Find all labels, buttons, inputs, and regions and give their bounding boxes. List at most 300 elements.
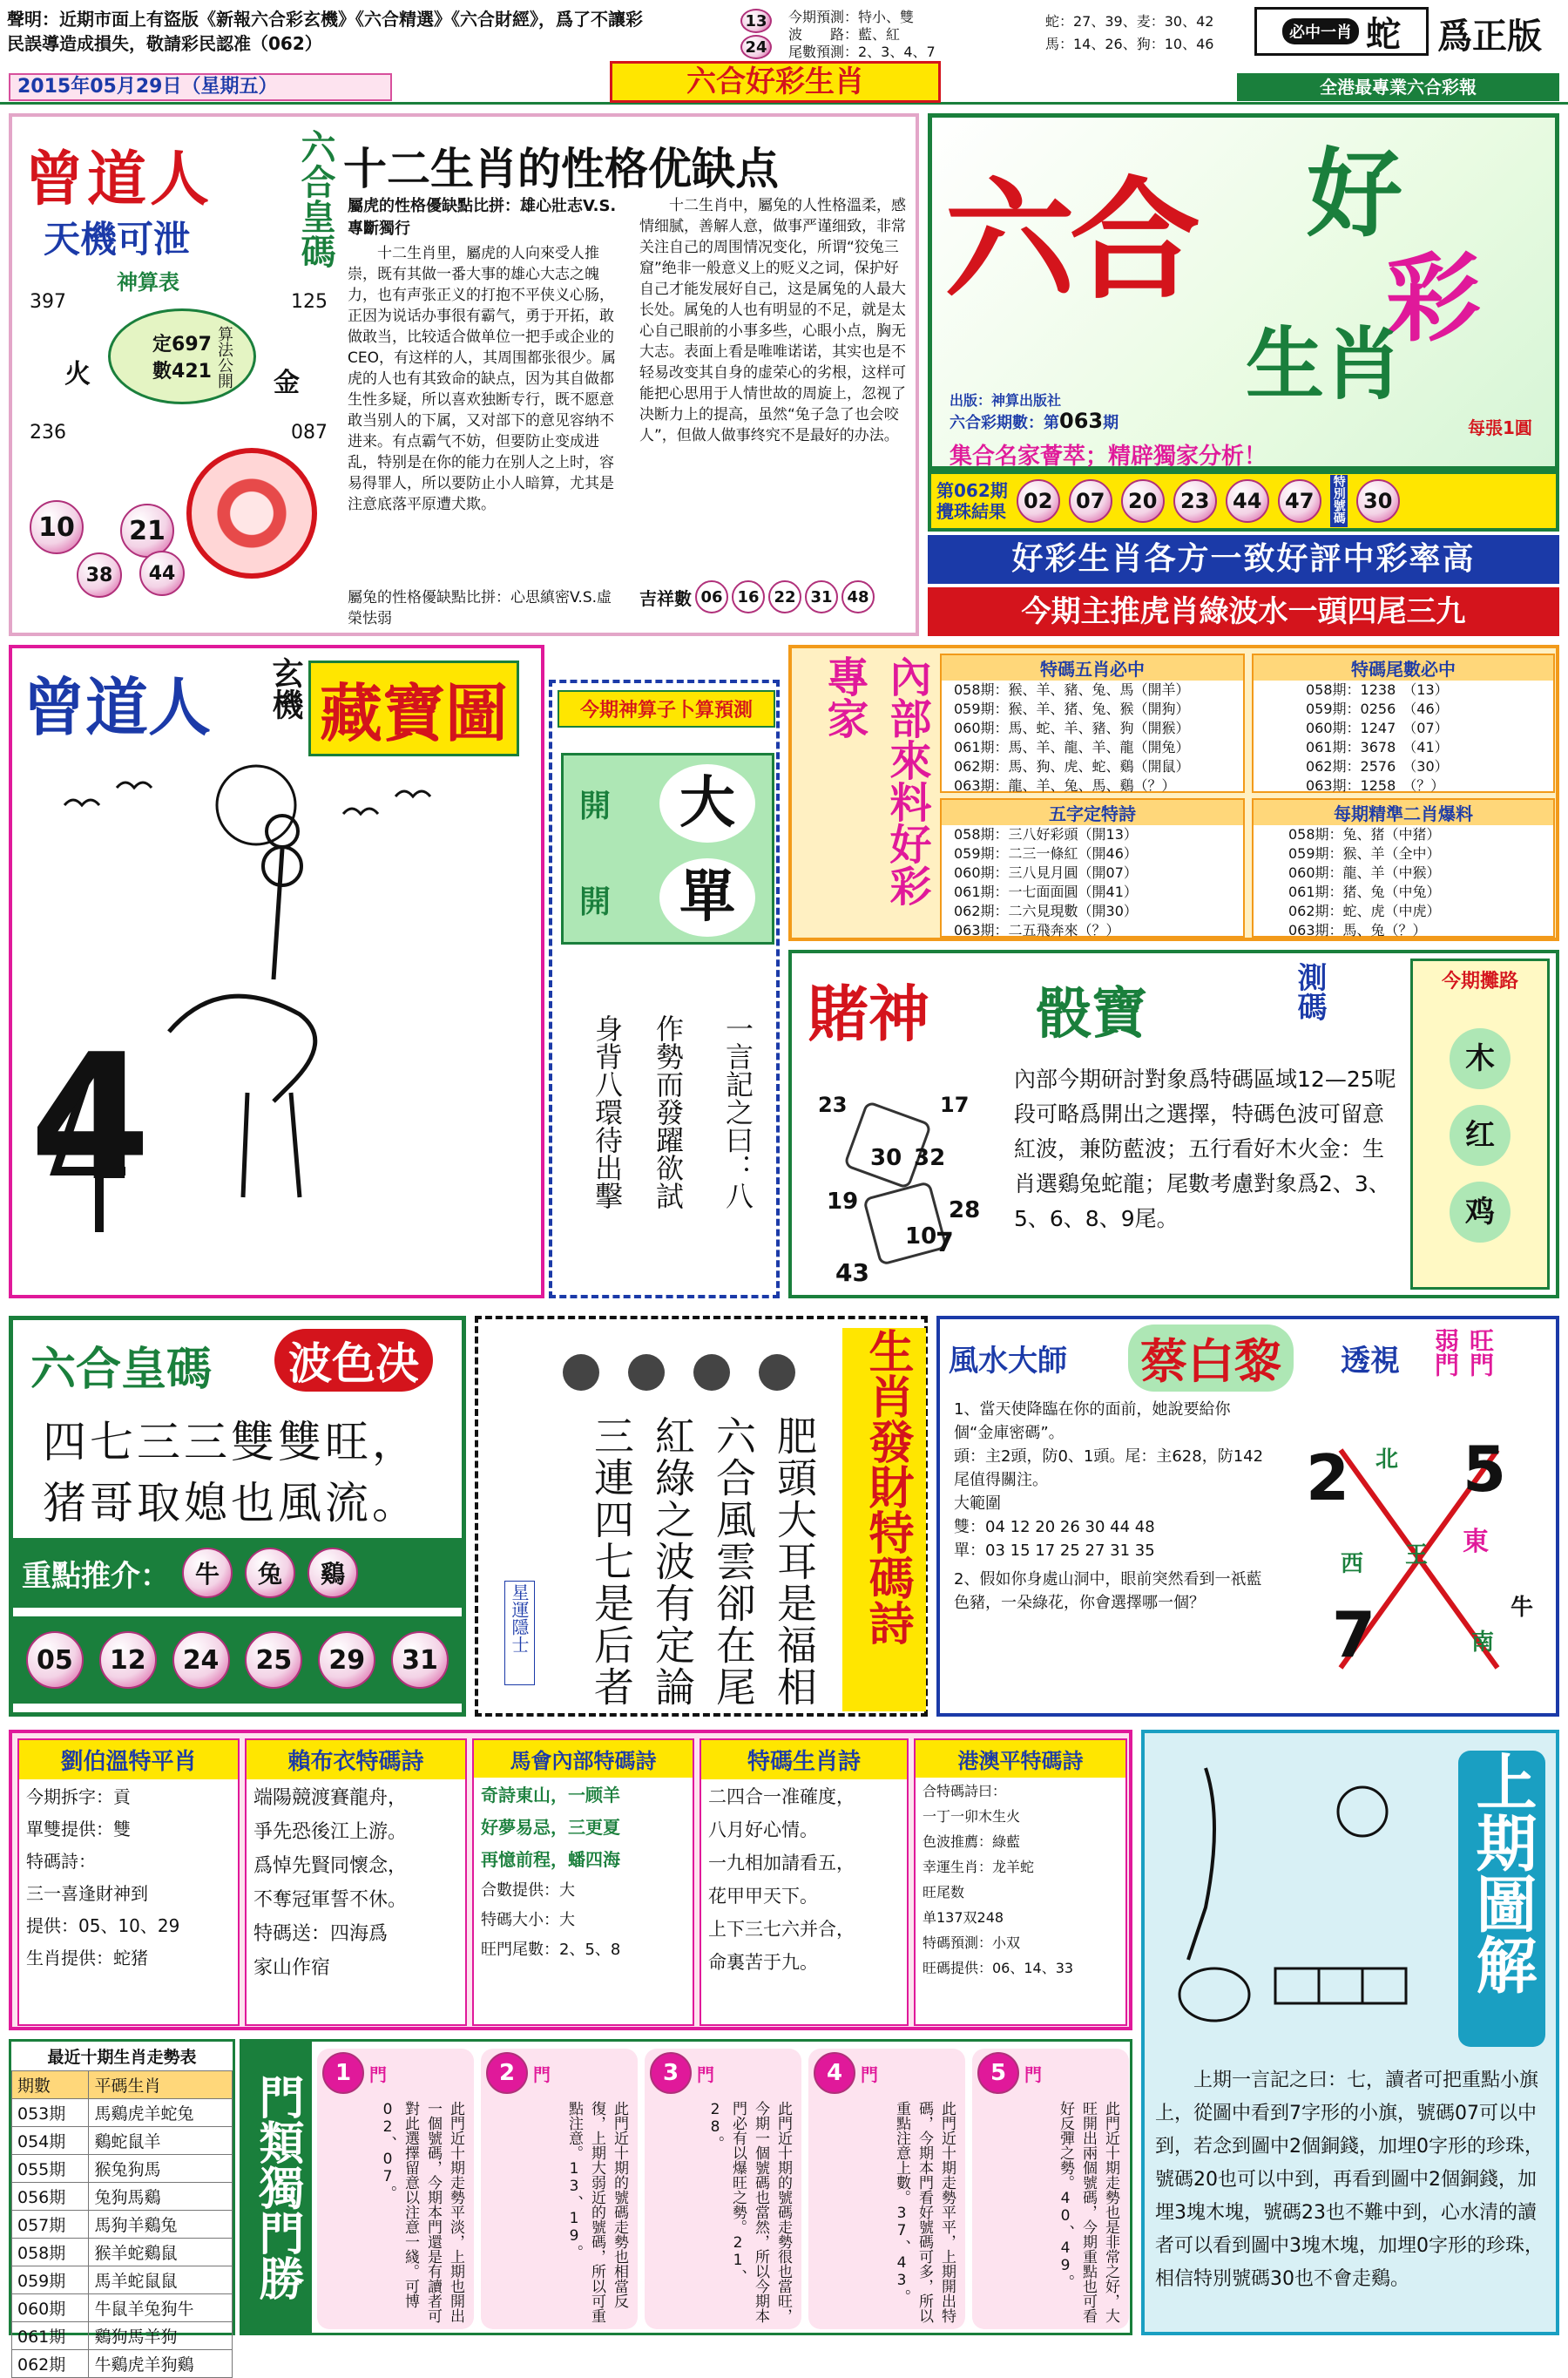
calc-predict xyxy=(549,680,780,1298)
wave-nums-row xyxy=(13,1616,462,1704)
expert-title-3: 五字定特詩 xyxy=(942,800,1243,825)
expert-line-2-5: 062期：2576 （30） xyxy=(1306,758,1449,775)
article-col1-head: 屬虎的性格優缺點比拼：雄心壯志V.S.專斷獨行 xyxy=(348,197,617,238)
poem-box-1-line-4: 三一喜逢財神到 xyxy=(26,1883,148,1904)
ad-issue xyxy=(950,409,1119,433)
poem-box-2-line-1: 端陽競渡賽龍舟， xyxy=(253,1787,408,1809)
issue-ball-2: 24 xyxy=(740,35,772,59)
expert-line-1-4: 061期：馬、羊、龍、羊、龍（開兔） xyxy=(954,739,1190,755)
expert-line-3-6: 063期：二五飛奔來（？） xyxy=(954,922,1120,938)
calc-element-left: 火 xyxy=(64,359,91,390)
trend-col-2: 平碼生肖 xyxy=(89,2071,233,2099)
expert-section xyxy=(788,645,1559,941)
expert-line-2-1: 058期：1238 （13） xyxy=(1306,681,1449,698)
header xyxy=(0,0,1568,105)
calc-br: 087 xyxy=(291,422,328,444)
trend-section xyxy=(9,2039,235,2375)
poem-line-2: 作勢而發躍欲試 xyxy=(652,1014,685,1209)
single-label: 單 xyxy=(659,858,755,937)
ostrich-icon xyxy=(169,849,315,1197)
article-brand: 曾道人 xyxy=(24,146,213,214)
wave-zodiac-2: 兔 xyxy=(245,1548,295,1598)
article-title: 十二生肖的性格优缺点 xyxy=(343,144,779,194)
path-item-3: 鸡 xyxy=(1450,1182,1511,1243)
trend-zodiac: 牛鷄虎羊狗鷄 xyxy=(89,2350,233,2378)
lucky-ball-3: 22 xyxy=(768,580,801,613)
lucky-ball-2: 16 xyxy=(732,580,765,613)
expert-line-1-5: 062期：馬、狗、虎、蛇、鷄（開鼠） xyxy=(954,758,1190,775)
ad-banner-2: 今期主推虎肖綠波水一頭四尾三九 xyxy=(928,587,1559,636)
poem-box-3-line-6: 旺門尾數：2、5、8 xyxy=(481,1941,621,1959)
fruit-icon xyxy=(628,1354,665,1391)
ad-issue-label: 六合彩期數：第 xyxy=(950,414,1059,432)
dice-num-4: 32 xyxy=(914,1145,946,1171)
result-bar xyxy=(928,471,1559,532)
door-5-num: 5 xyxy=(977,2052,1019,2094)
coin-decoration xyxy=(186,448,317,579)
fengshui-p1: 1、當天使降臨在你的面前，她說要給你個“金庫密碼”。 xyxy=(954,1400,1231,1442)
treasure-xuanji: 玄機 xyxy=(267,657,303,720)
trend-table xyxy=(11,2070,233,2378)
last-issue-section xyxy=(1141,1730,1559,2335)
expert-line-4-5: 062期：蛇、虎（中虎） xyxy=(1288,903,1441,919)
dice-num-5: 19 xyxy=(827,1189,859,1215)
dice-num-6: 28 xyxy=(949,1197,981,1223)
dice-num-9: 43 xyxy=(835,1258,869,1287)
door-1 xyxy=(317,2049,474,2329)
table-row xyxy=(12,2071,233,2099)
poem-col-1: 肥頭大耳是福相 xyxy=(771,1415,818,1708)
ad-publisher: 出版：神算出版社 xyxy=(950,392,1062,409)
fengshui-p1d: 雙：04 12 20 26 30 44 48 xyxy=(954,1518,1155,1536)
wave-num-4: 25 xyxy=(245,1631,302,1689)
expert-line-3-3: 060期：三八見月圓（開07） xyxy=(954,864,1138,881)
poem-box-5-line-4: 幸運生肖：龙羊蛇 xyxy=(923,1859,1035,1875)
poem-side-label: 生肖發財特碼詩 xyxy=(842,1328,926,1711)
trend-period: 060期 xyxy=(12,2294,89,2322)
wave-num-3: 24 xyxy=(172,1631,230,1689)
table-row xyxy=(12,2294,233,2322)
poem-box-5-line-7: 特碼預測：小双 xyxy=(923,1934,1021,1951)
compass-dir-1: 北 xyxy=(1375,1446,1399,1473)
article-ball-3: 38 xyxy=(77,552,122,598)
ad-tagline: 集合名家薈萃；精辟獨家分析！ xyxy=(950,444,1267,470)
poem-box-5 xyxy=(914,1738,1127,2026)
wave-num-2: 12 xyxy=(99,1631,157,1689)
expert-line-2-6: 063期：1258 （？） xyxy=(1306,777,1445,794)
poem-box-3-line-1: 奇詩東山，一顾羊 xyxy=(481,1785,620,1806)
calc-table xyxy=(30,265,335,474)
expert-line-3-2: 059期：二三一條紅（開46） xyxy=(954,845,1138,862)
compass-dir-5: 南 xyxy=(1471,1629,1495,1656)
predict-line-1: 今期預測：特小、雙 xyxy=(788,9,915,25)
treasure-brand: 曾道人 xyxy=(23,671,212,744)
poem-box-5-line-5: 旺尾数 xyxy=(923,1884,965,1900)
poem-box-5-line-2: 一丁一卯木生火 xyxy=(923,1808,1021,1825)
poem-box-1-line-6: 生肖提供：蛇猪 xyxy=(26,1948,148,1968)
wave-num-1: 05 xyxy=(26,1631,84,1689)
poem-line-1: 一言記之曰：八 xyxy=(721,1014,754,1209)
predict-line-3: 尾數預測：2、3、4、7 xyxy=(788,44,936,60)
result-ball-2: 07 xyxy=(1069,479,1112,523)
result-ball-5: 44 xyxy=(1226,479,1269,523)
result-label xyxy=(936,480,1008,522)
issue-balls xyxy=(653,9,775,61)
table-row xyxy=(12,2322,233,2350)
lucky-ball-5: 48 xyxy=(841,580,875,613)
bird-icon xyxy=(117,783,152,788)
compass-dir-3: 王 xyxy=(1405,1542,1429,1568)
wave-poem-2: 猪哥取媳也風流。 xyxy=(43,1478,419,1528)
wave-zodiac-1: 牛 xyxy=(182,1548,233,1598)
poem-box-2-line-6: 家山作宿 xyxy=(253,1957,331,1979)
big-label: 大 xyxy=(659,764,755,843)
poem-box-4-line-1: 二四合一准確度， xyxy=(708,1786,855,1807)
article-ball-4: 44 xyxy=(139,551,185,596)
poem-box-1-line-3: 特碼詩： xyxy=(26,1851,96,1872)
gamble-text: 內部今期研討對象爲特碼區域12—25呢段可略爲開出之選擇，特碼色波可留意紅波，兼防藍波；五行看好木火金：生肖選鷄兔蛇龍；尾數考慮對象爲2、3、5、6、8、9尾。 xyxy=(1014,1067,1396,1231)
last-issue-title: 上期圖解 xyxy=(1458,1751,1545,2047)
ad-section xyxy=(928,113,1559,636)
treasure-digit-4: 4 xyxy=(30,1017,152,1220)
gamble-title-c: 測碼 xyxy=(1292,962,1327,1021)
doors-title: 門類獨門勝 xyxy=(242,2042,312,2333)
compass-num-2: 5 xyxy=(1463,1433,1507,1506)
calc-line-2: 數421 xyxy=(152,361,212,383)
poem-box-4-line-2: 八月好心情。 xyxy=(708,1819,818,1840)
must-win-zodiac: 蛇 xyxy=(1366,14,1401,55)
dice-num-3: 30 xyxy=(870,1145,902,1171)
trend-zodiac: 兔狗馬鷄 xyxy=(89,2183,233,2211)
door-3-title: 門 xyxy=(697,2064,714,2085)
fruit-icon xyxy=(693,1354,730,1391)
table-row xyxy=(12,2127,233,2155)
compass-dir-6: 牛 xyxy=(1511,1595,1534,1621)
calc-predict-head: 今期神算子卜算預測 xyxy=(558,690,775,728)
path-box xyxy=(1410,959,1550,1290)
wave-num-5: 29 xyxy=(318,1631,375,1689)
door-3-text: 此門近十期的號碼走勢很也當旺，今期一個號碼也當然，所以今期本門必有以爆旺之勢。21、28。 xyxy=(706,2101,792,2323)
article-ball-1: 10 xyxy=(30,500,84,554)
flag-icon xyxy=(1188,1768,1214,1960)
zodiac-box xyxy=(1045,10,1246,56)
dice-num-7: 10 xyxy=(905,1223,937,1250)
fengshui-p1e: 單：03 15 17 25 27 31 35 xyxy=(954,1541,1155,1560)
special-ball: 30 xyxy=(1356,479,1400,523)
table-row xyxy=(12,2239,233,2266)
slogan-label: 全港最專業六合彩報 xyxy=(1237,73,1559,101)
special-label: 特別號碼 xyxy=(1330,475,1348,527)
poem-box-5-line-8: 旺碼提供：06、14、33 xyxy=(923,1960,1074,1976)
poem-box-3-line-5: 特碼大小：大 xyxy=(481,1911,575,1929)
expert-title-4: 每期精準二肖爆料 xyxy=(1254,800,1553,825)
poem-box-5-line-1: 合特碼詩曰： xyxy=(923,1783,1007,1799)
article-ball-2: 21 xyxy=(120,504,174,558)
table-row xyxy=(12,2211,233,2239)
expert-line-4-1: 058期：兔、猪（中猪） xyxy=(1288,826,1441,843)
lucky-numbers xyxy=(639,580,918,613)
trend-zodiac: 馬羊蛇鼠鼠 xyxy=(89,2266,233,2294)
expert-line-1-3: 060期：馬、蛇、羊、豬、狗（開猴） xyxy=(954,720,1190,736)
fengshui-p2: 2、假如你身處山洞中，眼前突然看到一祇藍色豬，一朵綠花，你會選擇哪一個？ xyxy=(954,1570,1262,1612)
expert-line-2-4: 061期：3678 （41） xyxy=(1306,739,1449,755)
calc-title: 神算表 xyxy=(117,270,179,295)
fengshui-title-b: 蔡白黎 xyxy=(1128,1324,1294,1392)
expert-line-3-5: 062期：二六見現數（開30） xyxy=(954,903,1138,919)
compass-dir-4: 東 xyxy=(1463,1527,1489,1557)
expert-title-2: 特碼尾數必中 xyxy=(1254,655,1553,681)
zodiac-line-1: 蛇：27、39、麦：30、42 xyxy=(1045,13,1214,30)
trend-period: 054期 xyxy=(12,2127,89,2155)
trend-zodiac: 牛鼠羊兔狗牛 xyxy=(89,2294,233,2322)
poem-line-3: 身背八環待出擊 xyxy=(591,1014,624,1209)
poem-box-5-line-3: 色波推薦：綠藍 xyxy=(923,1833,1021,1850)
path-title: 今期攤路 xyxy=(1441,971,1518,993)
door-5-title: 門 xyxy=(1024,2064,1042,2085)
ad-title-c: 彩 xyxy=(1385,243,1481,355)
poem-box-1-line-2: 單雙提供：雙 xyxy=(26,1819,131,1839)
dice-group xyxy=(818,1093,981,1287)
poem-box-4-title: 特碼生肖詩 xyxy=(701,1740,907,1779)
poem-box-5-title: 港澳平特碼詩 xyxy=(916,1740,1125,1778)
ad-issue-no: 063 xyxy=(1059,409,1104,433)
fruit-icon xyxy=(759,1354,795,1391)
trend-zodiac: 猴兔狗馬 xyxy=(89,2155,233,2183)
wave-title: 六合皇碼 xyxy=(30,1344,213,1396)
last-issue-drawing xyxy=(1153,1751,1432,2047)
expert-line-2-3: 060期：1247 （07） xyxy=(1306,720,1449,736)
lucky-ball-1: 06 xyxy=(695,580,728,613)
expert-line-4-6: 063期：馬、兔（？） xyxy=(1288,922,1427,938)
sun-icon xyxy=(217,766,295,844)
door-4 xyxy=(808,2049,965,2329)
result-ball-1: 02 xyxy=(1017,479,1060,523)
expert-side: 內部來料好彩專家 xyxy=(820,655,931,906)
poem-box-4-line-4: 花甲甲天下。 xyxy=(708,1886,818,1907)
wave-title-2: 波色决 xyxy=(274,1329,433,1392)
poem-box-4-line-6: 命裏苦于九。 xyxy=(708,1952,818,1973)
calc-tl: 397 xyxy=(30,291,66,313)
gamble-title-a: 賭神 xyxy=(808,979,929,1050)
doors-section xyxy=(240,2039,1132,2335)
result-label-b: 攪珠結果 xyxy=(936,501,1006,522)
compass-num-1: 2 xyxy=(1306,1441,1350,1514)
notice-text: 聲明：近期市面上有盜版《新報六合彩玄機》《六合精選》《六合財經》，爲了不讓彩民誤導造成損失，敬請彩民認准（062） xyxy=(7,9,643,54)
predict-line-2: 波 路：藍、紅 xyxy=(788,26,901,43)
fengshui-p1b: 頭：主2頭，防0、1頭。尾：主628，防142尾值得關注。 xyxy=(954,1447,1264,1489)
ad-issue-suffix: 期 xyxy=(1103,414,1119,432)
trend-zodiac: 鷄狗馬羊狗 xyxy=(89,2322,233,2350)
calc-side-label: 算法公開 xyxy=(215,326,233,389)
trend-title: 最近十期生肖走勢表 xyxy=(11,2042,233,2070)
poem-box-3 xyxy=(472,1738,694,2026)
ad-price: 每張1圓 xyxy=(1468,417,1532,438)
poem-box-1-title: 劉伯溫特平肖 xyxy=(19,1740,238,1779)
bird-icon xyxy=(343,809,378,814)
fengshui-section xyxy=(936,1316,1559,1717)
open-label-1: 開 xyxy=(579,789,612,824)
zodiac-line-2: 馬：14、26、狗：10、46 xyxy=(1045,36,1214,52)
ad-card xyxy=(928,113,1559,471)
dice-num-8: 7 xyxy=(936,1228,954,1258)
expert-line-3-4: 061期：一七面面圓（開41） xyxy=(954,884,1138,900)
predict-box xyxy=(788,9,1041,61)
calc-tr: 125 xyxy=(291,291,328,313)
poem-seal: 星運隱士 xyxy=(504,1581,535,1685)
result-ball-6: 47 xyxy=(1278,479,1321,523)
calc-line-1: 定697 xyxy=(152,334,212,356)
banner-label: 六合好彩生肖 xyxy=(610,61,941,103)
table-row xyxy=(12,2155,233,2183)
poem-box-2-line-3: 爲悼先賢同懷念， xyxy=(253,1855,408,1877)
expert-block-3 xyxy=(940,798,1245,938)
poem-box-2-line-5: 特碼送：四海爲 xyxy=(253,1923,389,1945)
shengxiao-poem-section xyxy=(475,1316,928,1717)
poem-box-2-line-4: 不奪冠軍誓不休。 xyxy=(253,1889,408,1911)
trend-period: 059期 xyxy=(12,2266,89,2294)
door-4-text: 此門近十期走勢平平，上期開出特碼，今期本門看好號碼可多，所以重點注意上數。37、43。 xyxy=(893,2101,956,2323)
expert-line-4-2: 059期：猴、羊（全中） xyxy=(1288,845,1441,862)
last-issue-text: 上期一言記之曰：七，讀者可把重點小旗上，從圖中看到7字形的小旗，號碼07可以中到，若念到圖中2個銅錢，加埋0字形的珍珠，號碼20也可以中到，再看到圖中2個銅錢，加埋3塊木塊，號碼23也不難中到，心水清的讀者可以看到圖中3塊木塊，加埋0字形的珍珠，相信特別號碼30也不會走鷄。 xyxy=(1155,2070,1544,2290)
path-item-2: 红 xyxy=(1450,1105,1511,1166)
result-label-a: 第062期 xyxy=(936,480,1008,501)
poem-box-5-line-6: 单137双248 xyxy=(923,1909,1004,1926)
poem-box-4-line-5: 上下三七六并合， xyxy=(708,1919,855,1940)
date-label: 2015年05月29日（星期五） xyxy=(9,73,392,101)
door-3-num: 3 xyxy=(650,2052,692,2094)
expert-block-4 xyxy=(1252,798,1555,938)
trend-period: 061期 xyxy=(12,2322,89,2350)
expert-line-4-4: 061期：猪、兔（中兔） xyxy=(1288,884,1441,900)
door-4-title: 門 xyxy=(861,2064,878,2085)
article-col2-body: 十二生肖中，屬兔的人性格溫柔，感情细腻，善解人意，做事严谨细致，非常关注自己的周围情况变化，所谓“狡兔三窟”绝非一般意义上的贬义之词，保护好自己才能发展好自己，这是属兔的人最大长处。属兔的人也有明显的不足，就是太心自己眼前的小事多些，心眼小点，胸无大志。表面上看是唯唯诺诺，其实也是不轻易改变其自身的虚荣心的劣根，这样可能把心思用于人情世故的周旋上，忽视了决断力上的提高，虽然“兔子急了也会咬人”，但做人做事终究不是最好的办法。 xyxy=(639,197,906,444)
ad-title-b: 好 xyxy=(1307,139,1402,250)
poem-box-1-line-1: 今期拆字：貢 xyxy=(26,1786,131,1807)
trend-period: 055期 xyxy=(12,2155,89,2183)
result-ball-3: 20 xyxy=(1121,479,1165,523)
poem-col-4: 三連四七是后者 xyxy=(588,1415,635,1708)
poem-box-2 xyxy=(245,1738,467,2026)
article-col1-tail: 屬兔的性格優缺點比拼：心思縝密V.S.虛榮怯弱 xyxy=(348,589,612,627)
poem-box-3-line-2: 好夢易忌，三更夏 xyxy=(481,1817,620,1838)
gamble-title-b: 骰寶 xyxy=(1036,982,1147,1047)
table-row xyxy=(12,2350,233,2378)
expert-line-1-2: 059期：猴、羊、猪、兔、猴（開狗） xyxy=(954,701,1190,717)
trend-period: 058期 xyxy=(12,2239,89,2266)
calc-element-right: 金 xyxy=(274,368,300,398)
poem-box-2-title: 賴布衣特碼詩 xyxy=(247,1740,465,1779)
wave-poem-1: 四七三三雙雙旺， xyxy=(43,1417,419,1467)
expert-line-4-3: 060期：龍、羊（中猴） xyxy=(1288,864,1441,881)
open-label-2: 開 xyxy=(579,884,612,920)
trend-period: 057期 xyxy=(12,2211,89,2239)
fengshui-title-a: 風水大師 xyxy=(949,1344,1067,1379)
door-2 xyxy=(481,2049,638,2329)
dice-num-2: 17 xyxy=(940,1093,970,1117)
article-sub-brand: 天機可泄 xyxy=(44,218,191,261)
expert-block-2 xyxy=(1252,654,1555,793)
dice-num-1: 23 xyxy=(818,1093,848,1117)
trend-zodiac: 馬狗羊鷄兔 xyxy=(89,2211,233,2239)
wave-zodiac-3: 鷄 xyxy=(308,1548,358,1598)
table-row xyxy=(12,2183,233,2211)
poem-box-4-line-3: 一九相加請看五， xyxy=(708,1853,855,1873)
poem-box-1 xyxy=(17,1738,240,2026)
door-2-title: 門 xyxy=(533,2064,551,2085)
trend-zodiac: 鷄蛇鼠羊 xyxy=(89,2127,233,2155)
poem-box-4 xyxy=(700,1738,909,2026)
fengshui-p1c: 大範圍 xyxy=(954,1494,1001,1513)
door-1-num: 1 xyxy=(322,2052,364,2094)
trend-period: 062期 xyxy=(12,2350,89,2378)
compass-num-3: 7 xyxy=(1332,1598,1376,1671)
treasure-title: 藏寶圖 xyxy=(308,661,519,756)
trend-period: 056期 xyxy=(12,2183,89,2211)
poem-box-1-line-5: 提供：05、10、29 xyxy=(26,1915,180,1936)
expert-line-3-1: 058期：三八好彩頭（開13） xyxy=(954,826,1138,843)
door-3 xyxy=(645,2049,801,2329)
lucky-ball-4: 31 xyxy=(805,580,838,613)
door-1-title: 門 xyxy=(369,2064,387,2085)
bird-icon xyxy=(64,800,99,805)
article-vert-label: 六合皇碼 xyxy=(295,129,335,268)
wave-rec-label: 重點推介： xyxy=(22,1558,170,1594)
fengshui-title-d: 旺門弱門 xyxy=(1431,1328,1495,1377)
expert-line-1-1: 058期：猴、羊、豬、兔、馬（開羊） xyxy=(954,681,1190,698)
treasure-section xyxy=(9,645,544,1298)
ad-banner-1: 好彩生肖各方一致好評中彩率高 xyxy=(928,535,1559,584)
table-row xyxy=(12,2266,233,2294)
fruit-icon xyxy=(563,1354,599,1391)
compass xyxy=(1288,1415,1550,1703)
expert-line-1-6: 063期：龍、羊、兔、馬、鷄（？） xyxy=(954,777,1176,794)
poems-section xyxy=(9,1730,1132,2030)
compass-dir-2: 西 xyxy=(1341,1551,1364,1577)
ad-title-d: 生肖 xyxy=(1246,319,1402,410)
poem-box-3-title: 馬會內部特碼詩 xyxy=(474,1740,693,1778)
turtle-icon xyxy=(1338,1787,1387,1836)
trend-zodiac: 馬鷄虎羊蛇兔 xyxy=(89,2099,233,2127)
edition-label: 爲正版 xyxy=(1437,17,1542,57)
door-5-text: 此門近十期走勢也是非常之好，大旺開出兩個號碼，今期重點也可看好反彈之勢。40、49。 xyxy=(1057,2101,1119,2323)
calc-bl: 236 xyxy=(30,422,66,444)
door-2-num: 2 xyxy=(486,2052,528,2094)
poem-box-3-line-3: 再憶前程，蟠四海 xyxy=(481,1849,620,1870)
poem-col-2: 六合風雲卻在尾 xyxy=(710,1415,757,1708)
expert-line-2-2: 059期：0256 （46） xyxy=(1306,701,1449,717)
expert-title-1: 特碼五肖必中 xyxy=(942,655,1243,681)
must-win-label: 必中一肖 xyxy=(1282,18,1359,44)
poem-col-3: 紅綠之波有定論 xyxy=(649,1415,696,1708)
path-item-1: 木 xyxy=(1450,1028,1511,1089)
trend-col-1: 期數 xyxy=(12,2071,89,2099)
lucky-label: 吉祥數 xyxy=(639,587,692,609)
door-1-text: 此門近十期走勢平淡，上期也開出一個號碼，今期本門還是有讀者可對此選擇留意以注意一綫。可博02、07。 xyxy=(379,2101,464,2323)
result-ball-4: 23 xyxy=(1173,479,1217,523)
open-big xyxy=(561,753,774,945)
door-4-num: 4 xyxy=(814,2052,855,2094)
article-section xyxy=(9,113,919,636)
article-col1-body: 十二生肖里，屬虎的人向來受人推崇，既有其做一番大事的雄心大志之魄力，也有声张正义的打抱不平侠义心肠，正因为说话办事很有霸气，勇于开拓，敢做敢当，比较适合做单位一把手或企业的CEO，有这样的人，其周围都张很少。属虎的人也有其致命的缺点，因为其自做都生性多疑，所以喜欢独断专行，既不愿意敢当别人的下属，又对部下的意见容纳不进来。有点霸气不妨，但要防止变成进乱，特别是在你的能力在别人之上时，容易得罪人，所以要防止小人暗算，尤其是注意底落平原遭犬欺。 xyxy=(348,245,616,513)
must-win-box xyxy=(1254,7,1429,56)
expert-block-1 xyxy=(940,654,1245,793)
trend-zodiac: 猴羊蛇鷄鼠 xyxy=(89,2239,233,2266)
wave-section xyxy=(9,1316,466,1717)
bird-icon xyxy=(395,791,430,796)
fengshui-title-c: 透視 xyxy=(1341,1344,1400,1379)
trend-period: 053期 xyxy=(12,2099,89,2127)
door-2-text: 此門近十期的號碼走勢也相當反復，上期大弱近的號碼，所以可重點注意。13、19。 xyxy=(565,2101,628,2323)
